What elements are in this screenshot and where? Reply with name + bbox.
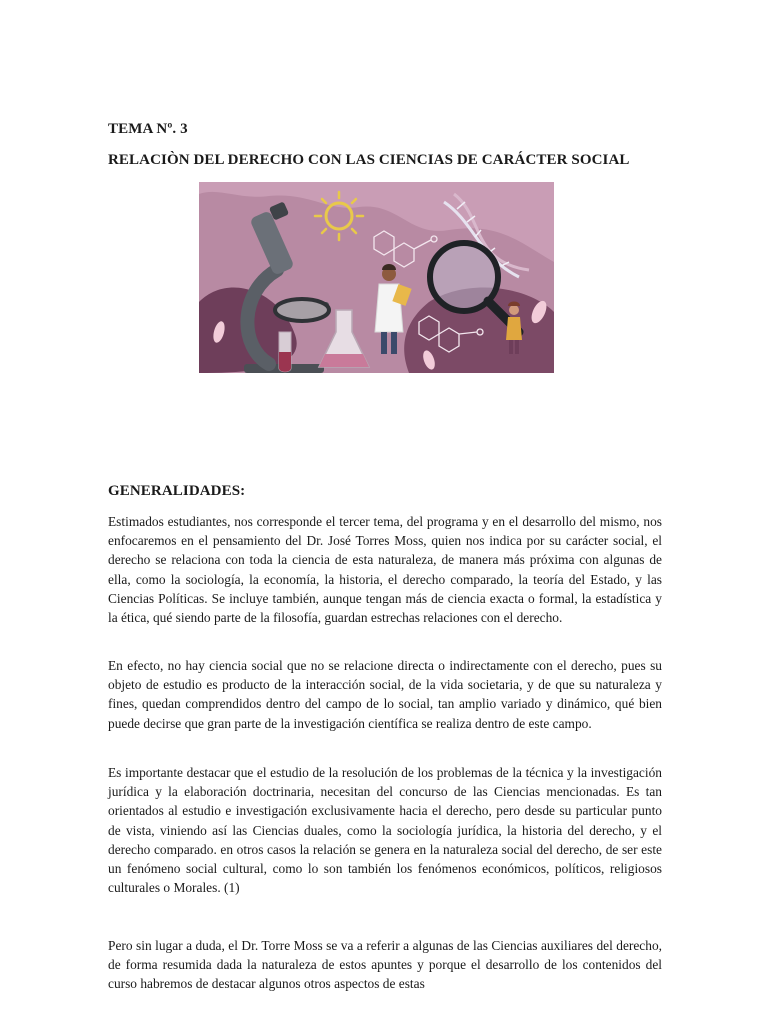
paragraph: Pero sin lugar a duda, el Dr. Torre Moss se va a referir a algunas de las Ciencias auxiliares del derecho, de forma resumida dada la naturaleza de estos apuntes y porque el desarrollo de los contenidos del curso habremos de destacar algunos otros aspectos de estas: [108, 938, 662, 992]
paragraph: Estimados estudiantes, nos corresponde el tercer tema, del programa y en el desarrollo del mismo, nos enfocaremos en el pensamiento del Dr. José Torres Moss, quien nos indica por su carácter social, el derecho se relaciona con toda la ciencia de esta naturaleza, de manera más próxima con algunas de ella, como la sociología, la economía, la historia, el derecho comparado, la teoría del Estado, y las Ciencias Políticas. Se incluye también, aunque tengan más de ciencia exacta o formal, la estadística y la ética, qué siendo parte de la filosofía, guardan estrechas relaciones con el derecho.: [108, 514, 662, 626]
paragraph: En efecto, no hay ciencia social que no se relacione directa o indirectamente con el derecho, pues su objeto de estudio es producto de la interacción social, de la vida societaria, y de que su naturaleza y fines, quedan comprendidos dentro del campo de lo social, tan amplio variado y dinámico, qué bien puede decirse que gran parte de la investigación científica se realiza dentro de este campo.: [108, 658, 662, 731]
science-illustration: [199, 182, 554, 373]
topic-number: TEMA Nº. 3: [108, 121, 188, 137]
magnifier-icon-small: [275, 299, 329, 321]
section-heading: GENERALIDADES:: [108, 483, 246, 499]
paragraph: Es importante destacar que el estudio de la resolución de los problemas de la técnica y la investigación jurídica y la elaboración doctrinaria, necesitan del concurso de las Ciencias mencionadas. Es tan orientados al estudio e investigación exclusivamente hacia el derecho, pero desde su particular punto de vista, viniendo así las Ciencias duales, como la sociología jurídica, la historia del derecho, y el derecho comparado. en otros casos la relación se genera en la naturaleza social del derecho, de ser este un fenómeno social cultural, como lo son también los fenómenos económicos, políticos, religiosos culturales o Morales. (1): [108, 765, 662, 896]
document-title: RELACIÒN DEL DERECHO CON LAS CIENCIAS DE CARÁCTER SOCIAL: [108, 152, 630, 168]
illustration-svg: [199, 182, 554, 373]
